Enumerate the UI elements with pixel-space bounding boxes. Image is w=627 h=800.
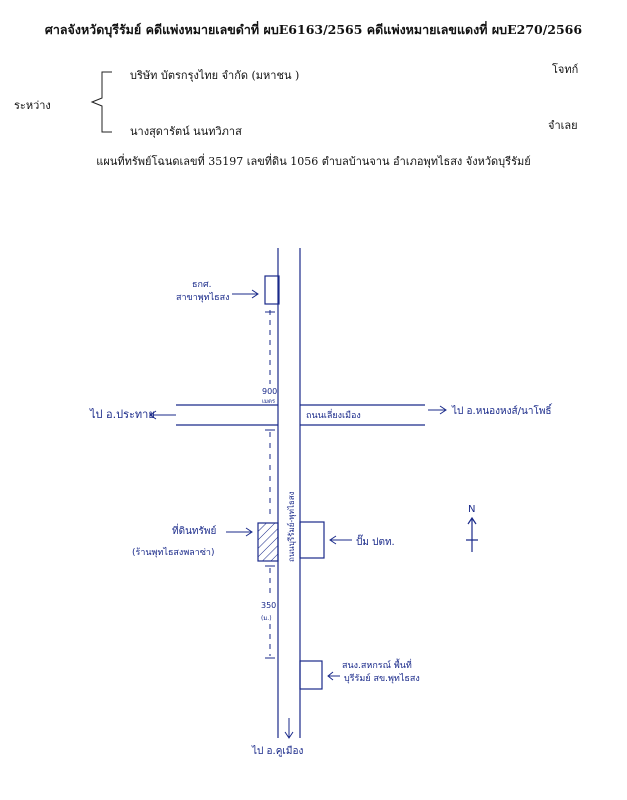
gas-station-marker [300, 522, 324, 558]
property-label: ที่ดินทรัพย์ [172, 526, 217, 537]
distance-top-unit: เมตร [262, 398, 276, 405]
property-arrow [226, 528, 252, 536]
right-arrow [428, 406, 446, 414]
cross-road-label: ถนนเลี่ยงเมือง [306, 411, 361, 421]
bank-arrow [232, 290, 258, 298]
distance-bottom-unit: (ม.) [261, 615, 272, 622]
plaintiff-name: บริษัท บัตรกรุงไทย จำกัด (มหาชน ) [130, 69, 300, 82]
left-arrow [150, 411, 176, 419]
bank-label: ธกศ. [192, 280, 212, 290]
right-direction-label: ไป อ.หนองหงส์/นาโพธิ์ [452, 406, 552, 417]
north-arrow-icon [466, 518, 478, 552]
office-marker [300, 661, 322, 689]
office-arrow [328, 672, 340, 680]
plaintiff-role: โจทก์ [552, 63, 579, 76]
defendant-role: จำเลย [548, 119, 578, 132]
bottom-direction-label: ไป อ.คูเมือง [252, 746, 304, 757]
map-description: แผนที่ทรัพย์โฉนดเลขที่ 35197 เลขที่ดิน 1056 ตำบลบ้านจาน อำเภอพุทไธสง จังหวัดบุรีรัมย์ [96, 155, 531, 168]
court-case-header: ศาลจังหวัดบุรีรัมย์ คดีแพ่งหมายเลขดำที่ ผบE6163/2565 คดีแพ่งหมายเลขแดงที่ ผบE270/2566 [44, 22, 583, 37]
between-label: ระหว่าง [14, 99, 51, 112]
bottom-arrow [285, 718, 293, 738]
bank-marker [265, 276, 279, 304]
north-label: N [468, 504, 476, 515]
bank-branch-label: สาขาพุทไธสง [176, 293, 230, 303]
left-direction-label: ไป อ.ประทาย [90, 408, 155, 421]
gas-station-arrow [330, 536, 352, 544]
property-parcel [258, 523, 278, 561]
distance-bottom-value: 350 [261, 601, 277, 610]
main-road-label: ถนนบุรีรัมย์-พุทไธสง [287, 491, 296, 562]
gas-station-label: ปั๊ม ปตท. [356, 537, 395, 548]
office-label-line2: บุรีรัมย์ สข.พุทไธสง [344, 674, 420, 684]
office-label-line1: สนง.สหกรณ์ พื้นที่ [342, 661, 412, 671]
defendant-name: นางสุดารัตน์ นนทวิภาส [130, 125, 242, 138]
property-note: (ร้านพุทไธสงพลาซ่า) [132, 548, 215, 558]
distance-top-value: 900 [262, 387, 278, 396]
